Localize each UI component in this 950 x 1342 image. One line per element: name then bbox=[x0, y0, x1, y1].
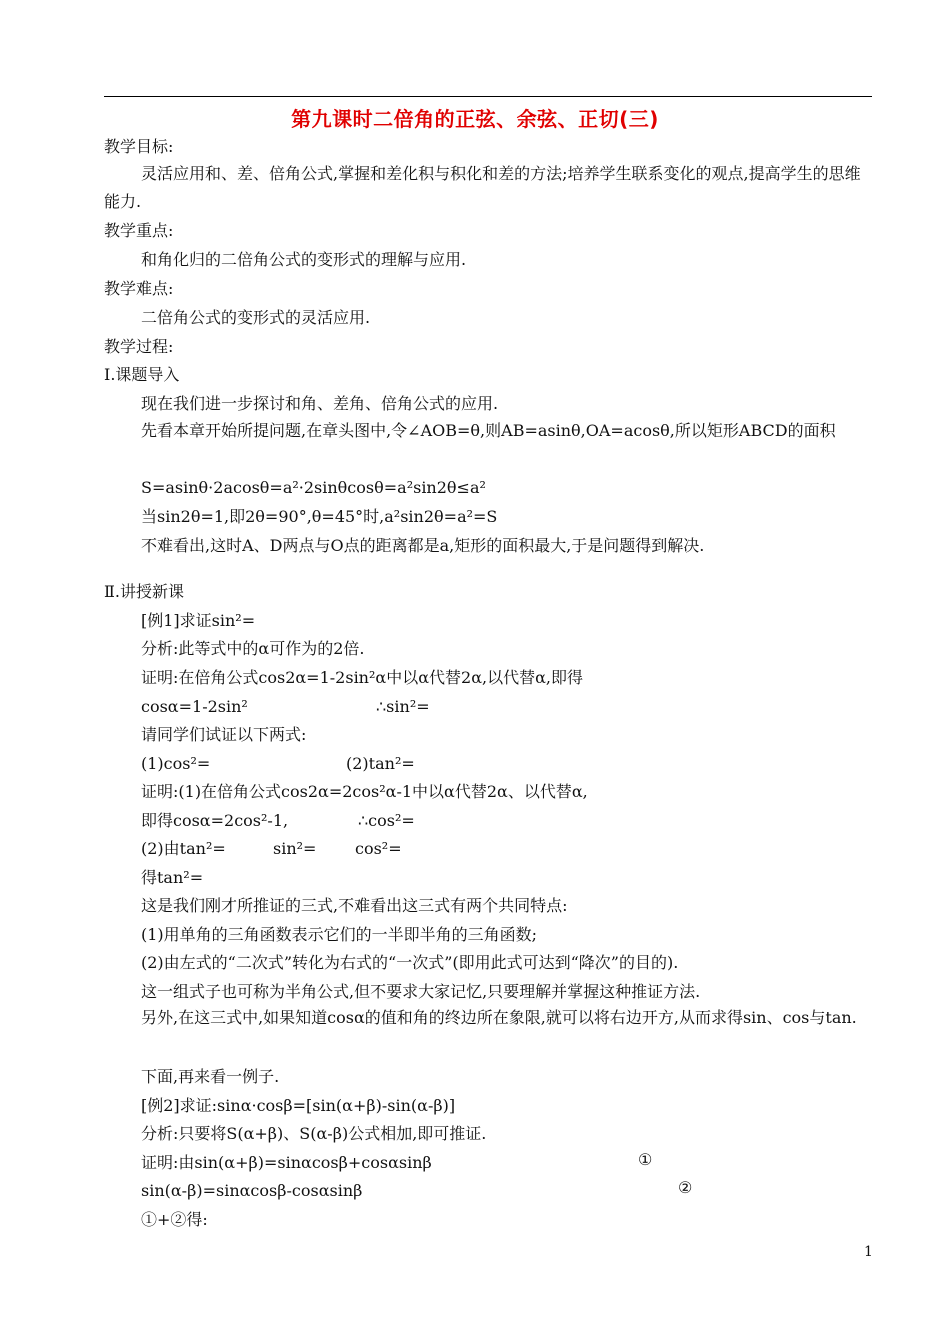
equation-label-2: ② bbox=[678, 1178, 693, 1197]
example1-proof: 证明:在倍角公式cos2α=1-2sin²α中以α代替2α,以代替α,即得 bbox=[141, 668, 583, 687]
section1-heading: Ⅰ.课题导入 bbox=[104, 365, 180, 384]
page-title: 第九课时二倍角的正弦、余弦、正切(三) bbox=[291, 107, 659, 131]
objectives-text: 灵活应用和、差、倍角公式,掌握和差化积与积化和差的方法;培养学生联系变化的观点,提高学生的思维能力. bbox=[104, 164, 861, 211]
proof2-line3-c: cos²= bbox=[355, 839, 402, 858]
half-angle-note: 这一组式子也可称为半角公式,但不要求大家记忆,只要理解并掌握这种推证方法. bbox=[141, 982, 701, 1001]
features-intro: 这是我们刚才所推证的三式,不难看出这三式有两个共同特点: bbox=[141, 896, 568, 915]
equation-label-1: ① bbox=[638, 1150, 653, 1169]
proof2-line3-a: (2)由tan²= bbox=[141, 839, 226, 858]
header-rule bbox=[104, 96, 872, 97]
feature-1: (1)用单角的三角函数表示它们的一半即半角的三角函数; bbox=[141, 925, 538, 944]
example2-proof-line2: sin(α-β)=sinαcosβ-cosαsinβ bbox=[141, 1181, 363, 1200]
example2-sum: ①+②得: bbox=[141, 1210, 208, 1229]
intro-condition: 当sin2θ=1,即2θ=90°,θ=45°时,a²sin2θ=a²=S bbox=[141, 507, 498, 526]
intro-paragraph-2: 先看本章开始所提问题,在章头图中,令∠AOB=θ,则AB=asinθ,OA=acosθ,所以矩形ABCD的面积 bbox=[141, 421, 836, 440]
feature-2: (2)由左式的“二次式”转化为右式的“一次式”(即用此式可达到“降次”的目的). bbox=[141, 953, 679, 972]
keypoints-heading: 教学重点: bbox=[104, 221, 174, 240]
objectives-heading: 教学目标: bbox=[104, 137, 174, 156]
exercise-2: (2)tan²= bbox=[346, 754, 415, 773]
section2-heading: Ⅱ.讲授新课 bbox=[104, 582, 184, 601]
example1-statement: [例1]求证sin²= bbox=[141, 611, 256, 630]
proof2-line2-left: 即得cosα=2cos²-1, bbox=[141, 811, 289, 830]
difficulty-heading: 教学难点: bbox=[104, 279, 174, 298]
example2-proof-line1: 证明:由sin(α+β)=sinαcosβ+cosαsinβ bbox=[141, 1153, 432, 1172]
difficulty-text: 二倍角公式的变形式的灵活应用. bbox=[141, 308, 371, 327]
proof2-line4: 得tan²= bbox=[141, 868, 204, 887]
proof2-line2-right: ∴cos²= bbox=[358, 811, 415, 830]
keypoints-text: 和角化归的二倍角公式的变形式的理解与应用. bbox=[141, 250, 467, 269]
example1-proof-left: cosα=1-2sin² bbox=[141, 697, 248, 716]
example1-proof-right: ∴sin²= bbox=[376, 697, 430, 716]
example1-analysis: 分析:此等式中的α可作为的2倍. bbox=[141, 639, 365, 658]
intro-conclusion: 不难看出,这时A、D两点与O点的距离都是a,矩形的面积最大,于是问题得到解决. bbox=[141, 536, 705, 555]
intro-paragraph-1: 现在我们进一步探讨和角、差角、倍角公式的应用. bbox=[141, 394, 499, 413]
page-number: 1 bbox=[864, 1244, 873, 1260]
next-example: 下面,再来看一例子. bbox=[141, 1067, 280, 1086]
quadrant-note: 另外,在这三式中,如果知道cosα的值和角的终边所在象限,就可以将右边开方,从而求得sin、cos与tan. bbox=[141, 1008, 857, 1027]
exercise-1: (1)cos²= bbox=[141, 754, 211, 773]
proof2-line1: 证明:(1)在倍角公式cos2α=2cos²α-1中以α代替2α、以代替α, bbox=[141, 782, 588, 801]
proof2-line3-b: sin²= bbox=[273, 839, 317, 858]
exercise-prompt: 请同学们试证以下两式: bbox=[141, 725, 307, 744]
process-heading: 教学过程: bbox=[104, 337, 174, 356]
example2-analysis: 分析:只要将S(α+β)、S(α-β)公式相加,即可推证. bbox=[141, 1124, 487, 1143]
example2-statement: [例2]求证:sinα·cosβ=[sin(α+β)-sin(α-β)] bbox=[141, 1096, 456, 1115]
intro-formula: S=asinθ·2acosθ=a²·2sinθcosθ=a²sin2θ≤a² bbox=[141, 478, 486, 497]
